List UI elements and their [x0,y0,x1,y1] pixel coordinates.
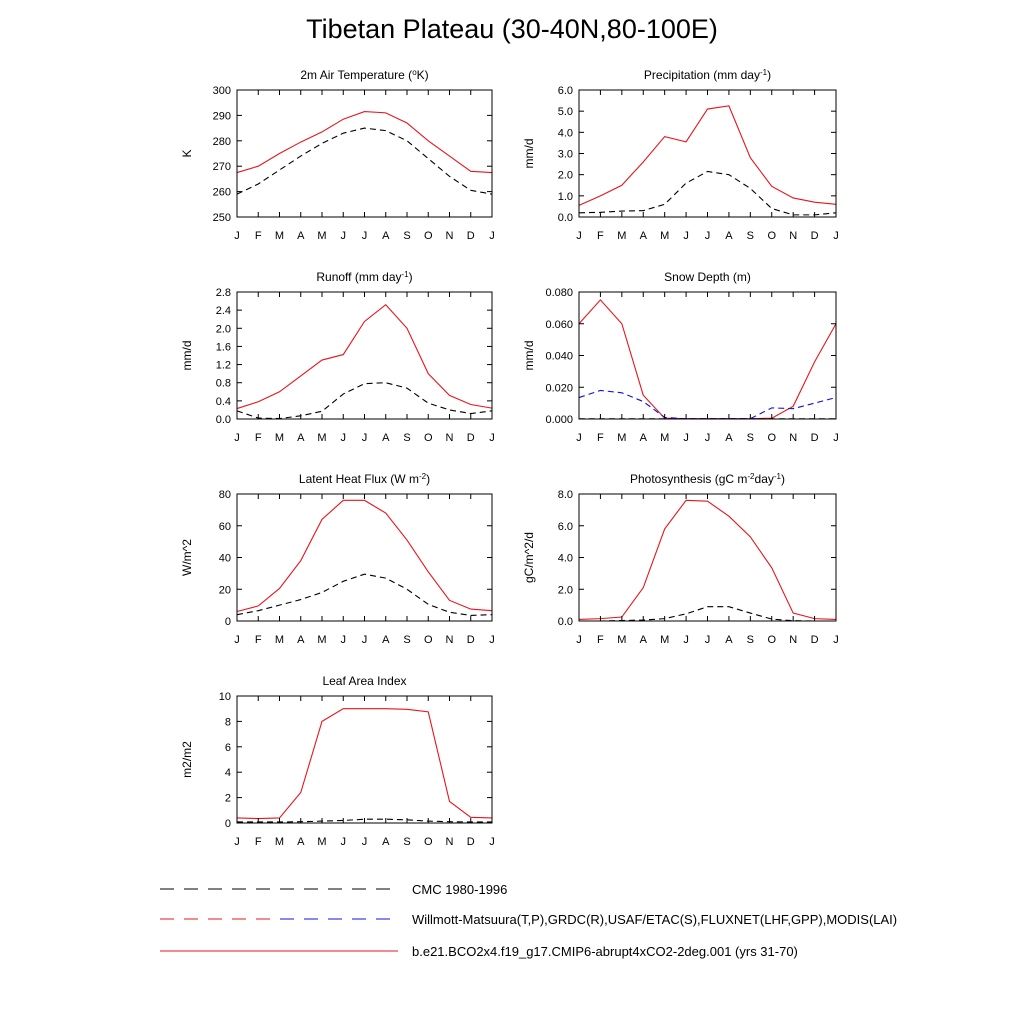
x-tick-label: M [274,432,285,444]
x-tick-label: J [234,836,240,848]
series-line-obs [237,383,492,419]
y-tick-label: 0.020 [545,382,573,395]
x-tick-label: J [683,432,689,444]
series-line-model [579,300,836,419]
x-tick-label: J [361,836,368,848]
x-tick-label: N [445,836,454,848]
x-tick-label: F [254,836,262,848]
x-tick-label: M [317,230,327,242]
series-line-model [579,106,836,205]
y-tick-label: 6.0 [557,85,573,97]
x-tick-label: M [617,230,627,242]
x-tick-label: O [767,230,777,242]
x-tick-label: M [617,432,627,444]
x-tick-label: S [403,432,411,444]
plot-frame [237,90,492,217]
x-tick-label: N [445,634,454,646]
x-tick-label: A [382,836,390,848]
x-tick-label: J [361,230,368,242]
x-tick-label: O [423,230,433,242]
x-tick-label: O [423,836,433,848]
panel-title: Photosynthesis (gC $m^{-2}day^{-1}$) [630,471,785,486]
x-tick-label: J [833,634,839,646]
y-axis-label: mm/d [522,138,536,169]
y-tick-label: 3.0 [557,148,573,161]
x-tick-label: M [274,836,285,848]
x-tick-label: J [234,230,240,242]
x-tick-label: N [789,432,798,444]
y-tick-label: 0.080 [545,287,573,299]
chart-panel-3 [180,270,495,445]
y-tick-label: 0 [224,616,231,628]
x-tick-label: A [297,432,305,444]
x-tick-label: N [445,230,454,242]
x-tick-label: J [576,634,582,646]
x-tick-label: O [767,634,777,646]
x-tick-label: S [746,432,755,444]
series-line-obs [237,128,492,194]
y-tick-label: 0.060 [545,318,573,331]
y-tick-label: 20 [218,584,231,597]
y-tick-label: 0.4 [215,395,231,408]
series-line-model [237,709,492,819]
x-tick-label: A [382,230,390,242]
legend-item-model [160,944,798,959]
y-axis-label: W/m^2 [180,539,194,576]
y-axis-label: K [180,149,194,158]
x-tick-label: J [683,634,689,646]
x-tick-label: A [639,634,647,646]
series-line-model [237,305,492,409]
y-axis-label: m2/m2 [180,741,194,778]
chart-panel-4 [522,270,839,444]
y-tick-label: 1.0 [557,190,573,203]
y-tick-label: 40 [218,552,231,565]
x-tick-label: J [576,230,582,242]
x-tick-label: F [254,634,262,646]
y-tick-label: 260 [212,186,231,199]
y-tick-label: 270 [212,161,231,174]
x-tick-label: M [617,634,627,646]
x-tick-label: M [317,634,327,646]
x-tick-label: D [466,634,475,646]
plot-frame [579,494,836,621]
x-tick-label: J [340,230,346,242]
y-tick-label: 0.0 [215,414,231,426]
y-axis-label: gC/m^2/d [522,532,536,583]
y-tick-label: 1.2 [215,359,231,372]
chart-panel-2 [522,68,839,243]
page-title: Tibetan Plateau (30-40N,80-100E) [306,14,718,44]
x-tick-label: S [403,836,411,848]
chart-panel-1 [180,68,495,243]
y-tick-label: 2.8 [215,287,231,299]
series-line-obs [237,574,492,615]
x-tick-label: J [234,432,240,444]
y-tick-label: 0.8 [215,377,231,390]
series-line-obs [579,171,836,214]
panel-title: Snow Depth (m) [664,270,751,284]
y-tick-label: 6.0 [557,520,573,533]
x-tick-label: M [274,634,285,646]
x-tick-label: A [725,230,733,242]
y-tick-label: 0.040 [545,350,573,363]
legend-item-obs [160,882,507,897]
x-tick-label: D [810,432,819,444]
x-tick-label: J [683,230,689,242]
y-tick-label: 8 [224,716,231,729]
chart-panel-6 [522,472,839,647]
x-tick-label: F [254,432,262,444]
x-tick-label: J [340,634,346,646]
x-tick-label: D [466,836,475,848]
x-tick-label: J [489,432,495,444]
series-line-model [237,500,492,611]
x-tick-label: F [597,432,604,444]
x-tick-label: M [317,836,327,848]
x-tick-label: A [639,230,647,242]
legend-label: CMC 1980-1996 [412,882,508,897]
panel-title: Runoff (mm day$^{-1}$) [316,269,413,284]
x-tick-label: A [382,432,390,444]
x-tick-label: S [746,634,755,646]
x-tick-label: A [382,634,390,646]
y-tick-label: 80 [218,489,231,501]
x-tick-label: D [810,230,819,242]
y-tick-label: 4.0 [557,552,573,565]
x-tick-label: D [466,230,475,242]
legend-label: b.e21.BCO2x4.f19_g17.CMIP6-abrupt4xCO2-2deg.001 (yrs 31-70) [412,944,798,959]
y-tick-label: 2 [224,792,231,805]
x-tick-label: F [597,230,604,242]
plot-frame [579,292,836,419]
y-tick-label: 0.000 [545,414,573,426]
chart-panel-7 [180,674,495,848]
x-tick-label: J [340,836,346,848]
x-tick-label: J [704,634,711,646]
y-tick-label: 60 [218,520,231,533]
x-tick-label: F [597,634,604,646]
x-tick-label: N [789,634,798,646]
x-tick-label: A [725,634,733,646]
series-line-model [237,112,492,173]
y-tick-label: 2.4 [215,305,231,318]
x-tick-label: M [660,230,670,242]
legend [160,882,897,959]
x-tick-label: J [704,432,711,444]
y-tick-label: 2.0 [557,169,573,182]
x-tick-label: J [489,634,495,646]
x-tick-label: A [297,230,305,242]
y-tick-label: 2.0 [557,584,573,597]
y-tick-label: 5.0 [557,106,573,119]
x-tick-label: J [234,634,240,646]
x-tick-label: F [254,230,262,242]
y-tick-label: 10 [218,691,231,703]
x-tick-label: J [361,432,368,444]
y-tick-label: 0 [224,818,231,830]
y-tick-label: 6 [224,741,231,754]
series-line-model [579,500,836,619]
y-axis-label: mm/d [180,340,194,371]
y-tick-label: 8.0 [557,489,573,501]
chart-panel-5 [180,472,495,647]
x-tick-label: J [833,432,839,444]
x-tick-label: S [403,634,411,646]
x-tick-label: J [833,230,839,242]
x-tick-label: D [466,432,475,444]
x-tick-label: O [423,634,433,646]
legend-item-obs_mixed [160,912,897,927]
y-tick-label: 0.0 [557,212,573,224]
y-tick-label: 300 [212,85,231,97]
x-tick-label: J [361,634,368,646]
x-tick-label: M [660,432,670,444]
x-tick-label: O [767,432,777,444]
panel-title: Latent Heat Flux (W $m^{-2}$) [298,471,431,486]
x-tick-label: O [423,432,433,444]
y-tick-label: 280 [212,135,231,148]
y-tick-label: 4.0 [557,127,573,140]
x-tick-label: N [445,432,454,444]
y-axis-label: mm/d [522,340,536,371]
x-tick-label: J [489,230,495,242]
x-tick-label: A [639,432,647,444]
y-tick-label: 0.0 [557,616,573,628]
x-tick-label: M [660,634,670,646]
x-tick-label: J [489,836,495,848]
x-tick-label: S [746,230,755,242]
x-tick-label: A [297,634,305,646]
panel-title: 2m Air Temperature ($^o$K) [300,67,429,82]
y-tick-label: 290 [212,110,231,123]
y-tick-label: 4 [224,767,231,780]
x-tick-label: N [789,230,798,242]
x-tick-label: J [576,432,582,444]
x-tick-label: J [340,432,346,444]
x-tick-label: M [274,230,285,242]
y-tick-label: 2.0 [215,323,231,336]
x-tick-label: S [403,230,411,242]
y-tick-label: 1.6 [215,341,231,354]
plot-frame [237,292,492,419]
x-tick-label: D [810,634,819,646]
x-tick-label: A [725,432,733,444]
legend-label: Willmott-Matsuura(T,P),GRDC(R),USAF/ETAC(S),FLUXNET(LHF,GPP),MODIS(LAI) [412,912,898,927]
panel-title: Leaf Area Index [322,674,407,688]
x-tick-label: A [297,836,305,848]
x-tick-label: J [704,230,711,242]
y-tick-label: 250 [212,212,231,224]
x-tick-label: M [317,432,327,444]
panel-title: Precipitation (mm day$^{-1}$) [643,67,772,82]
